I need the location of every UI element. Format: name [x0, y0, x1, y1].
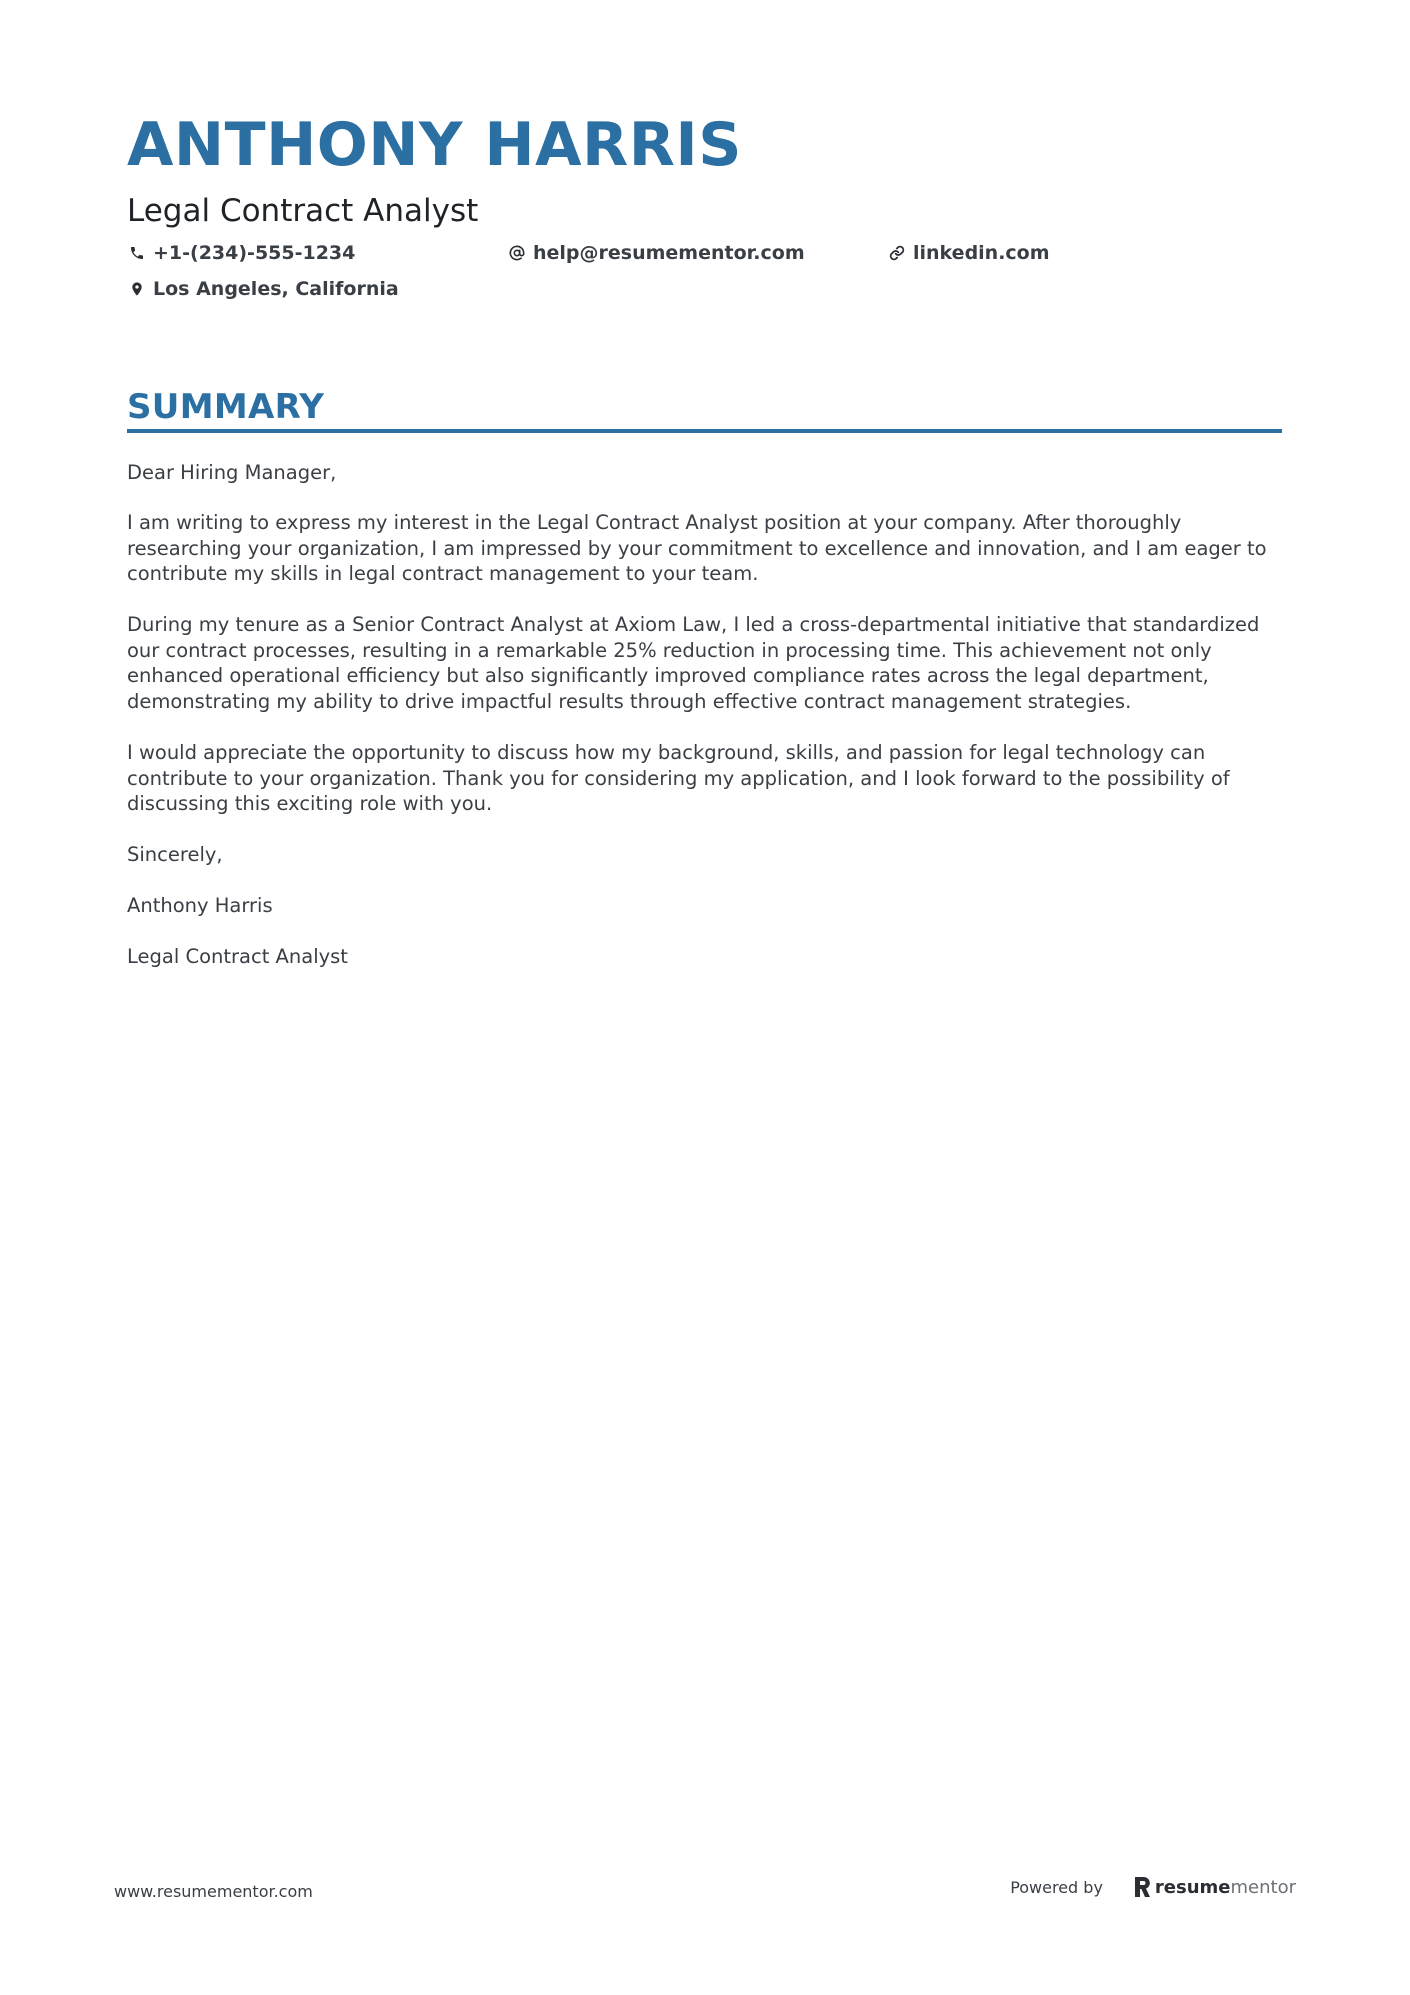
signature-name: Anthony Harris — [127, 894, 273, 917]
closing: Sincerely, — [127, 843, 223, 866]
section-divider — [127, 429, 1282, 433]
brand-logo[interactable] — [1133, 1876, 1296, 1898]
contact-location — [128, 274, 399, 304]
applicant-job-title: Legal Contract Analyst — [127, 193, 479, 229]
contact-phone — [128, 238, 355, 268]
link-text[interactable]: linkedin.com — [913, 242, 1050, 264]
salutation: Dear Hiring Manager, — [127, 461, 337, 484]
summary-heading: SUMMARY — [127, 387, 325, 427]
contact-email — [508, 238, 805, 268]
body-paragraph-3: I would appreciate the opportunity to discuss how my background, skills, and passion for legal technology can contribute to your organization. Thank you for considering my application, and I look forward to the possibility of discussing this exciting role with you. — [127, 741, 1230, 815]
phone-icon — [128, 244, 146, 262]
link-icon — [888, 244, 906, 262]
footer-website[interactable]: www.resumementor.com — [114, 1882, 313, 1901]
brand-mark-icon — [1133, 1876, 1151, 1898]
footer-powered — [1010, 1876, 1296, 1898]
applicant-name: ANTHONY HARRIS — [127, 110, 742, 180]
body-paragraph-1: I am writing to express my interest in the Legal Contract Analyst position at your company. After thoroughly researching your organization, I am impressed by your commitment to excellence and innovation, and I am eager to contribute my skills in legal contract management to your team. — [127, 511, 1267, 585]
location-text: Los Angeles, California — [153, 278, 399, 300]
email-text[interactable]: help@resumementor.com — [533, 242, 805, 264]
brand-name-part1: resume — [1154, 1876, 1231, 1898]
brand-name-part2: mentor — [1230, 1876, 1296, 1898]
signature-title: Legal Contract Analyst — [127, 945, 348, 968]
at-sign-icon — [508, 244, 526, 262]
map-pin-icon — [128, 280, 146, 298]
phone-text: +1-(234)-555-1234 — [153, 242, 356, 264]
body-paragraph-2: During my tenure as a Senior Contract Analyst at Axiom Law, I led a cross-departmental initiative that standardized our contract processes, resulting in a remarkable 25% reduction in processing time. This achievement not only enhanced operational efficiency but also significantly improved compliance rates across the legal department, demonstrating my ability to drive impactful results through effective contract management strategies. — [127, 613, 1260, 713]
powered-by-label: Powered by — [1010, 1877, 1103, 1897]
contact-link — [888, 238, 1050, 268]
